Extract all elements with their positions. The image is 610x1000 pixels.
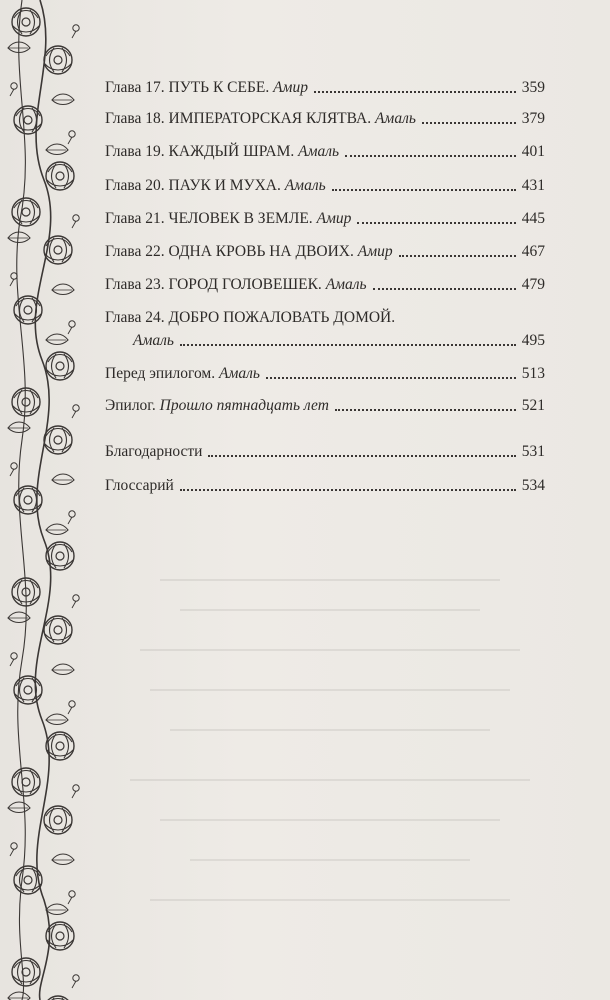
page-number: 467	[521, 243, 545, 260]
toc-entry-ch21	[105, 207, 545, 231]
dot-leader	[314, 91, 516, 93]
toc-entry-label: Амаль	[133, 332, 174, 349]
page-number: 445	[521, 210, 545, 227]
bleed-through-texture	[120, 560, 540, 960]
dot-leader	[345, 155, 516, 157]
toc-entry-ch23	[105, 273, 545, 297]
toc-entry-ch20	[105, 174, 545, 198]
toc-entry-before-epilogue	[105, 362, 545, 386]
dot-leader	[208, 455, 515, 457]
dot-leader	[373, 288, 516, 290]
dot-leader	[332, 189, 516, 191]
page-number: 495	[521, 332, 545, 349]
page-number: 531	[521, 443, 545, 460]
toc-entry-ch18	[105, 107, 545, 131]
toc-entry-label: Глава 17. ПУТЬ К СЕБЕ. Амир	[105, 79, 308, 96]
page-number: 521	[521, 397, 545, 414]
toc-entry-ch24-line1	[105, 306, 545, 330]
toc-entry-label: Глава 24. ДОБРО ПОЖАЛОВАТЬ ДОМОЙ.	[105, 309, 396, 326]
toc-entry-label: Глоссарий	[105, 477, 174, 494]
floral-border-icon	[0, 0, 96, 1000]
toc-entry-label: Глава 18. ИМПЕРАТОРСКАЯ КЛЯТВА. Амаль	[105, 110, 416, 127]
dot-leader	[357, 222, 515, 224]
toc-entry-glossary	[105, 474, 545, 498]
toc-entry-label: Эпилог. Прошло пятнадцать лет	[105, 397, 329, 414]
toc-entry-label: Глава 20. ПАУК И МУХА. Амаль	[105, 177, 326, 194]
toc-entry-label: Перед эпилогом. Амаль	[105, 365, 260, 382]
dot-leader	[399, 255, 516, 257]
toc-entry-label: Благодарности	[105, 443, 203, 460]
toc-entry-label: Глава 21. ЧЕЛОВЕК В ЗЕМЛЕ. Амир	[105, 210, 352, 227]
page-number: 401	[521, 143, 545, 160]
toc-entry-ch19	[105, 140, 545, 164]
page-number: 513	[521, 365, 545, 382]
page-number: 431	[521, 177, 545, 194]
page-number: 479	[521, 276, 545, 293]
page-number: 379	[521, 110, 545, 127]
toc-entry-ch17	[105, 76, 545, 100]
toc-entry-label: Глава 22. ОДНА КРОВЬ НА ДВОИХ. Амир	[105, 243, 393, 260]
page-number: 534	[521, 477, 545, 494]
dot-leader	[335, 409, 516, 411]
dot-leader	[180, 489, 516, 491]
toc-entry-ch22	[105, 240, 545, 264]
dot-leader	[180, 344, 516, 346]
page-number: 359	[521, 79, 545, 96]
toc-entry-label: Глава 23. ГОРОД ГОЛОВЕШЕК. Амаль	[105, 276, 367, 293]
toc-entry-label: Глава 19. КАЖДЫЙ ШРАМ. Амаль	[105, 143, 340, 160]
dot-leader	[266, 377, 516, 379]
toc-entry-acknowledgements	[105, 440, 545, 464]
dot-leader	[422, 122, 516, 124]
toc-entry-epilogue	[105, 394, 545, 418]
toc-entry-ch24-line2	[105, 329, 545, 353]
